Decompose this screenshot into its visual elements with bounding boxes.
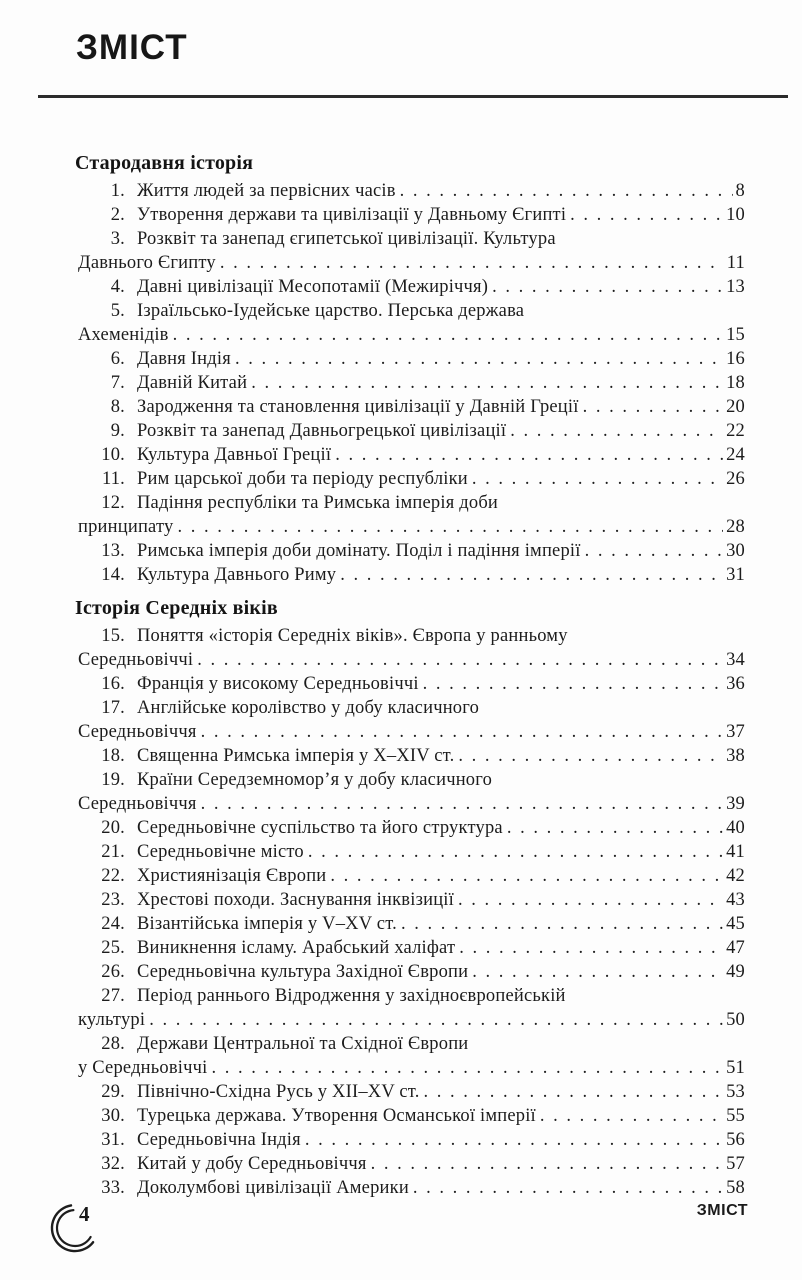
entry-line — [78, 1176, 745, 1200]
entry-title: Давнього Єгипту — [78, 253, 216, 273]
entry-line — [78, 227, 745, 251]
dot-leader — [371, 1152, 724, 1176]
entry-page-number: 36 — [726, 674, 745, 694]
page-title: ЗМІСТ — [76, 28, 188, 67]
dot-leader — [149, 1008, 723, 1032]
dot-leader — [413, 1176, 723, 1200]
entry-title: Франція у високому Середньовіччі — [137, 674, 419, 694]
dot-leader — [458, 744, 723, 768]
section-heading: Історія Середніх віків — [75, 597, 278, 619]
entry-line — [78, 395, 745, 419]
entry-page-number: 22 — [726, 421, 745, 441]
toc-entry — [78, 1152, 745, 1176]
entry-line — [78, 563, 745, 587]
toc-entry — [78, 744, 745, 768]
entry-title: Середньовічна Індія — [137, 1130, 301, 1150]
toc-entry — [78, 840, 745, 864]
entry-page-number: 28 — [726, 517, 745, 537]
entry-title: Життя людей за первісних часів — [137, 181, 396, 201]
dot-leader — [173, 323, 723, 347]
toc-entry — [78, 984, 745, 1032]
entry-line — [78, 1032, 745, 1056]
toc-entry — [78, 1176, 745, 1200]
entry-title: Середньовіччі — [78, 650, 194, 670]
entry-page-number: 20 — [726, 397, 745, 417]
toc-entry — [78, 419, 745, 443]
entry-number: 20. — [101, 818, 125, 838]
entry-line — [78, 864, 745, 888]
entry-page-number: 42 — [726, 866, 745, 886]
dot-leader — [507, 816, 723, 840]
entry-number: 3. — [110, 229, 125, 249]
entry-title: Китай у добу Середньовіччя — [137, 1154, 367, 1174]
entry-line — [78, 984, 745, 1008]
entry-page-number: 53 — [726, 1082, 745, 1102]
toc-entry — [78, 1080, 745, 1104]
entry-title: принципату — [78, 517, 174, 537]
toc-entry — [78, 347, 745, 371]
entry-title: Середньовічне місто — [137, 842, 304, 862]
entry-page-number: 13 — [726, 277, 745, 297]
entry-page-number: 57 — [726, 1154, 745, 1174]
entry-page-number: 8 — [735, 181, 745, 201]
entry-line — [78, 467, 745, 491]
entry-page-number: 40 — [726, 818, 745, 838]
entry-line — [78, 840, 745, 864]
toc-entry — [78, 1032, 745, 1080]
entry-number: 1. — [110, 181, 125, 201]
footer-running-title: ЗМІСТ — [696, 1202, 748, 1219]
entry-page-number: 37 — [726, 722, 745, 742]
dot-leader — [540, 1104, 723, 1128]
dot-leader — [510, 419, 723, 443]
dot-leader — [197, 648, 723, 672]
entry-page-number: 15 — [726, 325, 745, 345]
entry-number: 26. — [101, 962, 125, 982]
entry-title: Утворення держави та цивілізації у Давньому Єгипті — [137, 205, 567, 225]
dot-leader — [472, 467, 723, 491]
entry-number: 30. — [101, 1106, 125, 1126]
toc-entry — [78, 816, 745, 840]
dot-leader — [330, 864, 723, 888]
entry-title: Візантійська імперія у V–XV ст. — [137, 914, 397, 934]
toc-entry — [78, 539, 745, 563]
toc-entry — [78, 467, 745, 491]
entry-page-number: 56 — [726, 1130, 745, 1150]
toc-entry — [78, 1104, 745, 1128]
page-corner-ornament — [45, 1196, 115, 1266]
entry-title: Період раннього Відродження у західноєвропейській — [137, 986, 566, 1006]
dot-leader — [335, 443, 723, 467]
entry-number: 15. — [101, 626, 125, 646]
entry-line — [78, 816, 745, 840]
entry-line — [78, 936, 745, 960]
entry-title: Зародження та становлення цивілізації у Давній Греції — [137, 397, 579, 417]
toc-entry — [78, 491, 745, 539]
entry-page-number: 51 — [726, 1058, 745, 1078]
entry-title: Країни Середземномор’я у добу класичного — [137, 770, 493, 790]
entry-title: Англійське королівство у добу класичного — [137, 698, 480, 718]
entry-page-number: 50 — [726, 1010, 745, 1030]
entry-line — [78, 624, 745, 648]
toc-entry — [78, 696, 745, 744]
entry-title: Середньовічна культура Західної Європи — [137, 962, 469, 982]
entry-page-number: 58 — [726, 1178, 745, 1198]
dot-leader — [340, 563, 723, 587]
entry-title: Християнізація Європи — [137, 866, 327, 886]
entry-line — [78, 672, 745, 696]
entry-title: культурі — [78, 1010, 146, 1030]
section-heading: Стародавня історія — [75, 152, 254, 174]
entry-title: Середньовіччя — [78, 794, 197, 814]
entry-page-number: 38 — [726, 746, 745, 766]
entry-line — [78, 744, 745, 768]
entry-line — [78, 1128, 745, 1152]
entry-title: Середньовічне суспільство та його структура — [137, 818, 503, 838]
entry-continuation-line — [78, 323, 745, 347]
entry-title: Ахеменідів — [78, 325, 169, 345]
dot-leader — [305, 1128, 723, 1152]
entry-page-number: 41 — [726, 842, 745, 862]
toc-entry — [78, 203, 745, 227]
toc-entry — [78, 299, 745, 347]
entry-number: 7. — [110, 373, 125, 393]
entry-title: Північно-Східна Русь у XII–XV ст. — [137, 1082, 420, 1102]
toc-entry — [78, 563, 745, 587]
entry-page-number: 45 — [726, 914, 745, 934]
entry-number: 13. — [101, 541, 125, 561]
toc-entry — [78, 275, 745, 299]
entry-title: Розквіт та занепад єгипетської цивілізації. Культура — [137, 229, 556, 249]
entry-continuation-line — [78, 1008, 745, 1032]
entry-number: 2. — [110, 205, 125, 225]
entry-line — [78, 696, 745, 720]
entry-number: 21. — [101, 842, 125, 862]
entry-line — [78, 419, 745, 443]
toc-entry — [78, 179, 745, 203]
dot-leader — [492, 275, 723, 299]
dot-leader — [201, 720, 724, 744]
entry-line — [78, 179, 745, 203]
entry-page-number: 24 — [726, 445, 745, 465]
dot-leader — [458, 888, 723, 912]
dot-leader — [424, 1080, 724, 1104]
entry-continuation-line — [78, 515, 745, 539]
entry-title: Хрестові походи. Заснування інквізиції — [137, 890, 454, 910]
entry-title: Давній Китай — [137, 373, 248, 393]
entry-line — [78, 1080, 745, 1104]
dot-leader — [583, 395, 724, 419]
entry-title: у Середньовіччі — [78, 1058, 208, 1078]
entry-page-number: 39 — [726, 794, 745, 814]
entry-number: 22. — [101, 866, 125, 886]
dot-leader — [423, 672, 723, 696]
toc-entry — [78, 395, 745, 419]
dot-leader — [585, 539, 724, 563]
entry-page-number: 43 — [726, 890, 745, 910]
toc-entry — [78, 443, 745, 467]
toc-entry — [78, 936, 745, 960]
toc-list — [0, 98, 802, 1200]
toc-entry — [78, 768, 745, 816]
entry-number: 16. — [101, 674, 125, 694]
entry-line — [78, 371, 745, 395]
entry-number: 28. — [101, 1034, 125, 1054]
entry-continuation-line — [78, 251, 745, 275]
toc-entry — [78, 1128, 745, 1152]
entry-title: Культура Давньої Греції — [137, 445, 332, 465]
dot-leader — [235, 347, 723, 371]
dot-leader — [308, 840, 723, 864]
entry-number: 29. — [101, 1082, 125, 1102]
entry-page-number: 16 — [726, 349, 745, 369]
entry-line — [78, 491, 745, 515]
entry-number: 19. — [101, 770, 125, 790]
entry-line — [78, 203, 745, 227]
entry-number: 25. — [101, 938, 125, 958]
entry-title: Рим царської доби та періоду республіки — [137, 469, 468, 489]
entry-page-number: 31 — [726, 565, 745, 585]
entry-number: 33. — [101, 1178, 125, 1198]
entry-number: 8. — [110, 397, 125, 417]
entry-number: 24. — [101, 914, 125, 934]
entry-page-number: 26 — [726, 469, 745, 489]
dot-leader — [251, 371, 723, 395]
entry-number: 10. — [101, 445, 125, 465]
entry-title: Священна Римська імперія у X–XIV ст. — [137, 746, 455, 766]
entry-title: Середньовіччя — [78, 722, 197, 742]
toc-entry — [78, 960, 745, 984]
entry-line — [78, 299, 745, 323]
entry-page-number: 47 — [726, 938, 745, 958]
footer-page-number: 4 — [79, 1202, 90, 1226]
entry-title: Римська імперія доби домінату. Поділ і падіння імперії — [137, 541, 581, 561]
entry-title: Давня Індія — [137, 349, 231, 369]
entry-number: 5. — [110, 301, 125, 321]
entry-title: Давні цивілізації Месопотамії (Межиріччя) — [137, 277, 489, 297]
entry-continuation-line — [78, 720, 745, 744]
entry-number: 18. — [101, 746, 125, 766]
entry-page-number: 30 — [726, 541, 745, 561]
entry-title: Доколумбові цивілізації Америки — [137, 1178, 409, 1198]
dot-leader — [401, 912, 723, 936]
dot-leader — [177, 515, 723, 539]
entry-number: 12. — [101, 493, 125, 513]
entry-title: Держави Центральної та Східної Європи — [137, 1034, 469, 1054]
entry-line — [78, 960, 745, 984]
entry-line — [78, 347, 745, 371]
entry-number: 31. — [101, 1130, 125, 1150]
entry-number: 27. — [101, 986, 125, 1006]
dot-leader — [459, 936, 723, 960]
dot-leader — [570, 203, 723, 227]
entry-number: 23. — [101, 890, 125, 910]
entry-page-number: 18 — [726, 373, 745, 393]
entry-continuation-line — [78, 648, 745, 672]
entry-number: 11. — [101, 469, 125, 489]
entry-title: Поняття «історія Середніх віків». Європа у ранньому — [137, 626, 568, 646]
toc-entry — [78, 624, 745, 672]
entry-page-number: 10 — [726, 205, 745, 225]
entry-line — [78, 1104, 745, 1128]
entry-title: Ізраїльсько-Іудейське царство. Перська держава — [137, 301, 525, 321]
entry-line — [78, 768, 745, 792]
entry-title: Культура Давнього Риму — [137, 565, 337, 585]
entry-continuation-line — [78, 792, 745, 816]
toc-entry — [78, 672, 745, 696]
dot-leader — [400, 179, 733, 203]
dot-leader — [472, 960, 723, 984]
entry-line — [78, 912, 745, 936]
entry-page-number: 11 — [726, 253, 745, 273]
toc-entry — [78, 864, 745, 888]
entry-number: 4. — [110, 277, 125, 297]
entry-line — [78, 1152, 745, 1176]
entry-line — [78, 443, 745, 467]
entry-number: 32. — [101, 1154, 125, 1174]
entry-number: 9. — [110, 421, 125, 441]
dot-leader — [220, 251, 724, 275]
entry-line — [78, 539, 745, 563]
entry-page-number: 49 — [726, 962, 745, 982]
entry-page-number: 34 — [726, 650, 745, 670]
entry-page-number: 55 — [726, 1106, 745, 1126]
entry-number: 6. — [110, 349, 125, 369]
entry-continuation-line — [78, 1056, 745, 1080]
entry-number: 17. — [101, 698, 125, 718]
dot-leader — [201, 792, 724, 816]
toc-entry — [78, 888, 745, 912]
entry-title: Падіння республіки та Римська імперія доби — [137, 493, 499, 513]
entry-number: 14. — [101, 565, 125, 585]
entry-line — [78, 275, 745, 299]
toc-entry — [78, 912, 745, 936]
dot-leader — [212, 1056, 724, 1080]
toc-entry — [78, 371, 745, 395]
entry-line — [78, 888, 745, 912]
entry-title: Турецька держава. Утворення Османської імперії — [137, 1106, 536, 1126]
entry-title: Розквіт та занепад Давньогрецької цивілізації — [137, 421, 507, 441]
toc-entry — [78, 227, 745, 275]
entry-title: Виникнення ісламу. Арабський халіфат — [137, 938, 456, 958]
